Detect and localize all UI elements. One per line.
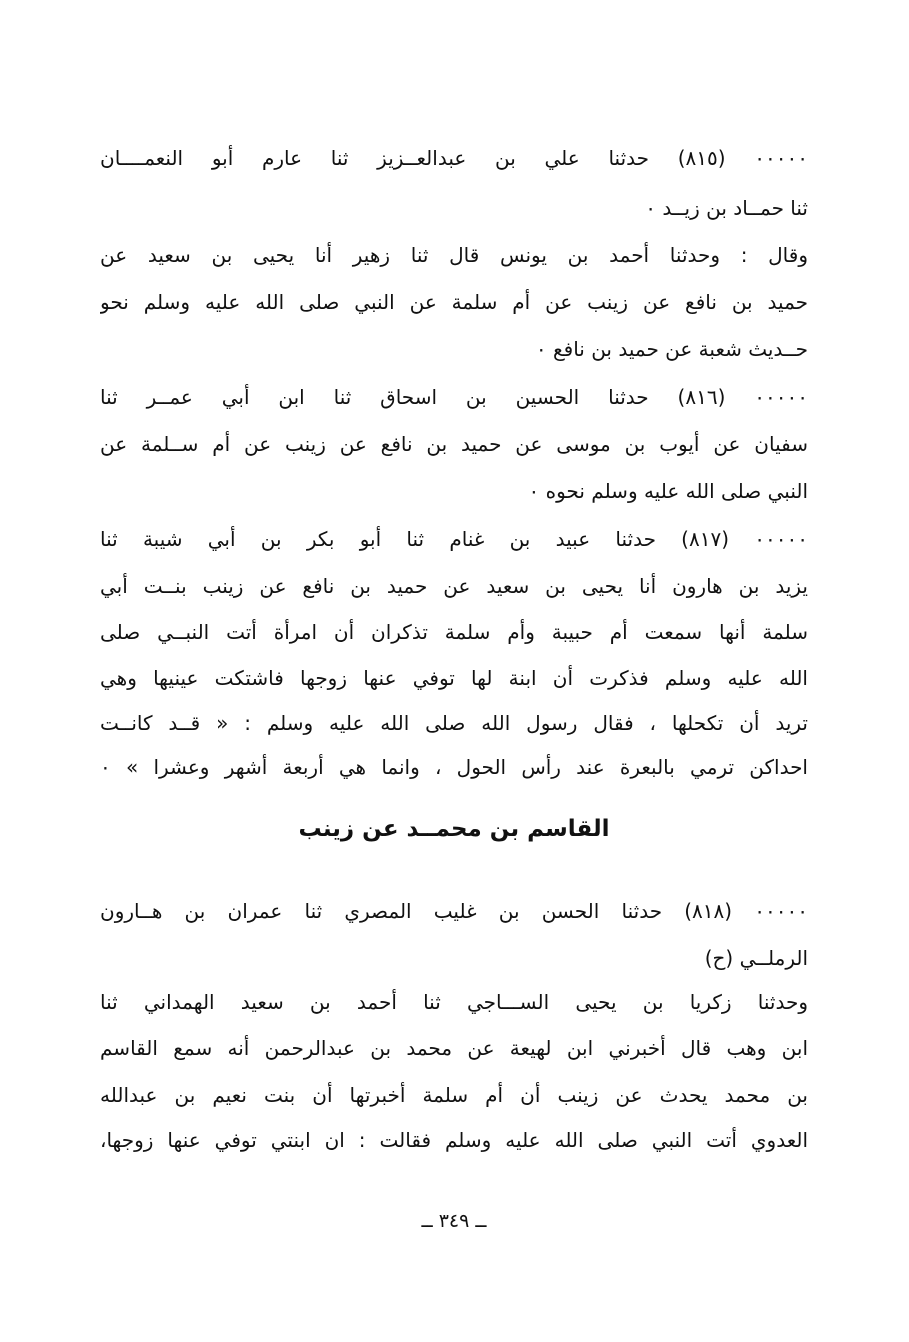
text-line: وحدثنا زكريا بن يحيى الســـاجي ثنا أحمد بن سعيد الهمداني ثنا xyxy=(100,990,808,1014)
text-line: احداكن ترمي بالبعرة عند رأس الحول ، وانما هي أربعة أشهر وعشرا » ٠ xyxy=(100,755,808,779)
text-line: يزيد بن هارون أنا يحيى بن سعيد عن حميد بن نافع عن زينب بنــت أبي xyxy=(100,574,808,598)
text-line: حميد بن نافع عن زينب عن أم سلمة عن النبي صلى الله عليه وسلم نحو xyxy=(100,290,808,314)
text-line: الله عليه وسلم فذكرت أن ابنة لها توفي عنها زوجها فاشتكت عينيها وهي xyxy=(100,666,808,690)
text-line: العدوي أتت النبي صلى الله عليه وسلم فقالت : ان ابنتي توفي عنها زوجها، xyxy=(100,1128,808,1152)
text-line: ٠٠٠٠٠ (٨١٧) حدثنا عبيد بن غنام ثنا أبو بكر بن أبي شيبة ثنا xyxy=(100,527,808,551)
text-line: تريد أن تكحلها ، فقال رسول الله صلى الله عليه وسلم : « قــد كانــت xyxy=(100,711,808,735)
text-line: ٠٠٠٠٠ (٨١٥) حدثنا علي بن عبدالعــزيز ثنا عارم أبو النعمــــان xyxy=(100,146,808,170)
text-line: بن محمد يحدث عن زينب أن أم سلمة أخبرتها أن بنت نعيم بن عبدالله xyxy=(100,1083,808,1107)
text-line: سفيان عن أيوب بن موسى عن حميد بن نافع عن زينب عن أم ســلمة عن xyxy=(100,432,808,456)
text-line: سلمة أنها سمعت أم حبيبة وأم سلمة تذكران أن امرأة أتت النبــي صلى xyxy=(100,620,808,644)
section-heading: القاسم بن محمــد عن زينب xyxy=(298,816,610,842)
text-line: ٠٠٠٠٠ (٨١٨) حدثنا الحسن بن غليب المصري ثنا عمران بن هــارون xyxy=(100,899,808,923)
text-line: وقال : وحدثنا أحمد بن يونس قال ثنا زهير أنا يحيى بن سعيد عن xyxy=(100,243,808,267)
text-line: ثنا حمــاد بن زيــد ٠ xyxy=(645,196,808,220)
text-line: حــديث شعبة عن حميد بن نافع ٠ xyxy=(535,337,808,361)
text-line: النبي صلى الله عليه وسلم نحوه ٠ xyxy=(528,479,808,503)
text-line: ابن وهب قال أخبرني ابن لهيعة عن محمد بن عبدالرحمن أنه سمع القاسم xyxy=(100,1036,808,1060)
page-number: ــ ٣٤٩ ــ xyxy=(421,1210,487,1232)
text-line: ٠٠٠٠٠ (٨١٦) حدثنا الحسين بن اسحاق ثنا ابن أبي عمــر ثنا xyxy=(100,385,808,409)
text-line: الرملــي (ح) xyxy=(704,946,808,970)
